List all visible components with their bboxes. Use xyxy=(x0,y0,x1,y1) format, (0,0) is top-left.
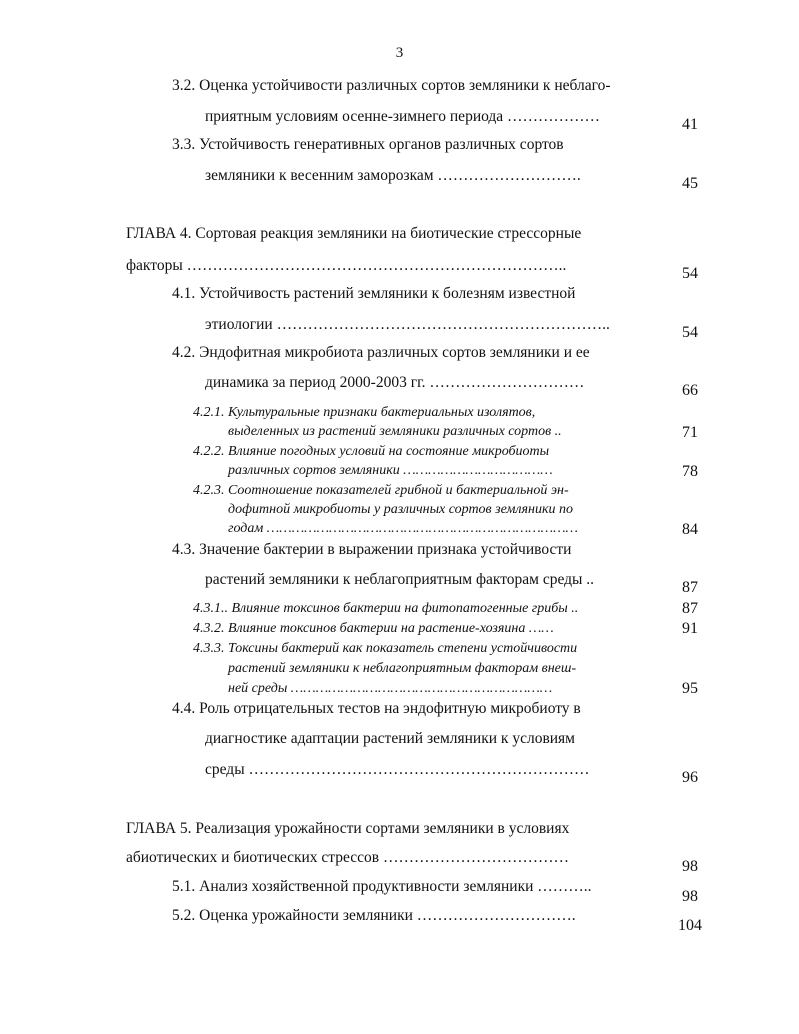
toc-entry-4-2-1-line-2: выделенных из растений земляники различных сортов .. xyxy=(228,424,562,439)
toc-entry-4-2-line-2: динамика за период 2000-2003 гг. ………………………… xyxy=(205,374,585,391)
toc-entry-3-3-line-2: земляники к весенним заморозкам ………………………. xyxy=(205,167,581,184)
toc-entry-4-4-page: 96 xyxy=(682,769,698,786)
toc-entry-4-2-1-line-1: 4.2.1. Культуральные признаки бактериальных изолятов, xyxy=(193,405,536,420)
toc-entry-4-3-line-2: растений земляники к неблагоприятным факторам среды .. xyxy=(205,571,595,588)
toc-entry-4-2-2-line-2: различных сортов земляники ……………………………… xyxy=(228,463,553,478)
toc-entry-4-1-line-2: этиологии ……………………………………………………….. xyxy=(205,316,610,333)
toc-entry-4-2-3-line-1: 4.2.3. Соотношение показателей грибной и бактериальной эн- xyxy=(193,483,569,498)
toc-entry-4-3-1-line-1: 4.3.1.. Влияние токсинов бактерии на фитопатогенные грибы .. xyxy=(193,601,579,616)
toc-entry-4-3-line-1: 4.3. Значение бактерии в выражении признака устойчивости xyxy=(172,541,572,558)
toc-entry-4-3-2-page: 91 xyxy=(682,620,698,637)
toc-entry-5-2-line-1: 5.2. Оценка урожайности земляники …………………………. xyxy=(172,907,576,924)
toc-entry-5-2-page: 104 xyxy=(678,917,702,934)
toc-entry-4-2-3-line-3: годам ………………………………………………………………… xyxy=(228,521,578,536)
toc-entry-4-3-3-page: 95 xyxy=(682,680,698,697)
toc-entry-4-3-3-line-2: растений земляники к неблагоприятным факторам внеш- xyxy=(228,661,577,676)
toc-entry-4-3-1-page: 87 xyxy=(682,600,698,617)
toc-entry-4-2-2-line-1: 4.2.2. Влияние погодных условий на состояние микробиоты xyxy=(193,444,550,459)
toc-entry-3-2-line-1: 3.2. Оценка устойчивости различных сортов земляники к неблаго- xyxy=(172,77,611,94)
toc-chapter-4-page: 54 xyxy=(682,265,698,282)
toc-entry-3-2-page: 41 xyxy=(682,116,698,133)
toc-entry-4-4-line-1: 4.4. Роль отрицательных тестов на эндофитную микробиоту в xyxy=(172,700,581,717)
toc-entry-4-2-line-1: 4.2. Эндофитная микробиота различных сортов земляники и ее xyxy=(172,344,590,361)
toc-entry-4-4-line-2: диагностике адаптации растений земляники к условиям xyxy=(205,730,575,747)
toc-entry-4-2-page: 66 xyxy=(682,382,698,399)
toc-entry-4-4-line-3: среды ………………………………………………………… xyxy=(205,761,590,778)
toc-entry-3-2-line-2: приятным условиям осенне-зимнего периода ……………… xyxy=(205,108,601,125)
toc-entry-4-2-1-page: 71 xyxy=(682,424,698,441)
toc-entry-4-2-2-page: 78 xyxy=(682,463,698,480)
toc-chapter-5-line-1: ГЛАВА 5. Реализация урожайности сортами земляники в условиях xyxy=(126,820,570,837)
toc-entry-4-3-3-line-3: ней среды ……………………………………………………… xyxy=(228,681,553,696)
toc-chapter-5-page: 98 xyxy=(682,858,698,875)
toc-chapter-4-line-1: ГЛАВА 4. Сортовая реакция земляники на биотические стрессорные xyxy=(126,225,582,242)
toc-entry-3-3-line-1: 3.3. Устойчивость генеративных органов различных сортов xyxy=(172,136,564,153)
toc-chapter-4-line-2: факторы ……………………………………………………………….. xyxy=(126,257,567,274)
toc-entry-4-2-3-page: 84 xyxy=(682,521,698,538)
toc-entry-3-3-page: 45 xyxy=(682,175,698,192)
toc-chapter-5-line-2: абиотических и биотических стрессов ……………………………… xyxy=(126,849,569,866)
toc-entry-4-3-3-line-1: 4.3.3. Токсины бактерий как показатель степени устойчивости xyxy=(193,641,578,656)
toc-entry-5-1-page: 98 xyxy=(682,888,698,905)
toc-entry-4-3-2-line-1: 4.3.2. Влияние токсинов бактерии на растение-хозяина …… xyxy=(193,621,554,636)
toc-entry-4-2-3-line-2: дофитной микробиоты у различных сортов земляники по xyxy=(228,502,573,517)
page-number: 3 xyxy=(395,45,404,61)
toc-entry-5-1-line-1: 5.1. Анализ хозяйственной продуктивности земляники ……….. xyxy=(172,878,592,895)
toc-entry-4-1-page: 54 xyxy=(682,324,698,341)
toc-entry-4-3-page: 87 xyxy=(682,579,698,596)
toc-entry-4-1-line-1: 4.1. Устойчивость растений земляники к болезням известной xyxy=(172,285,576,302)
